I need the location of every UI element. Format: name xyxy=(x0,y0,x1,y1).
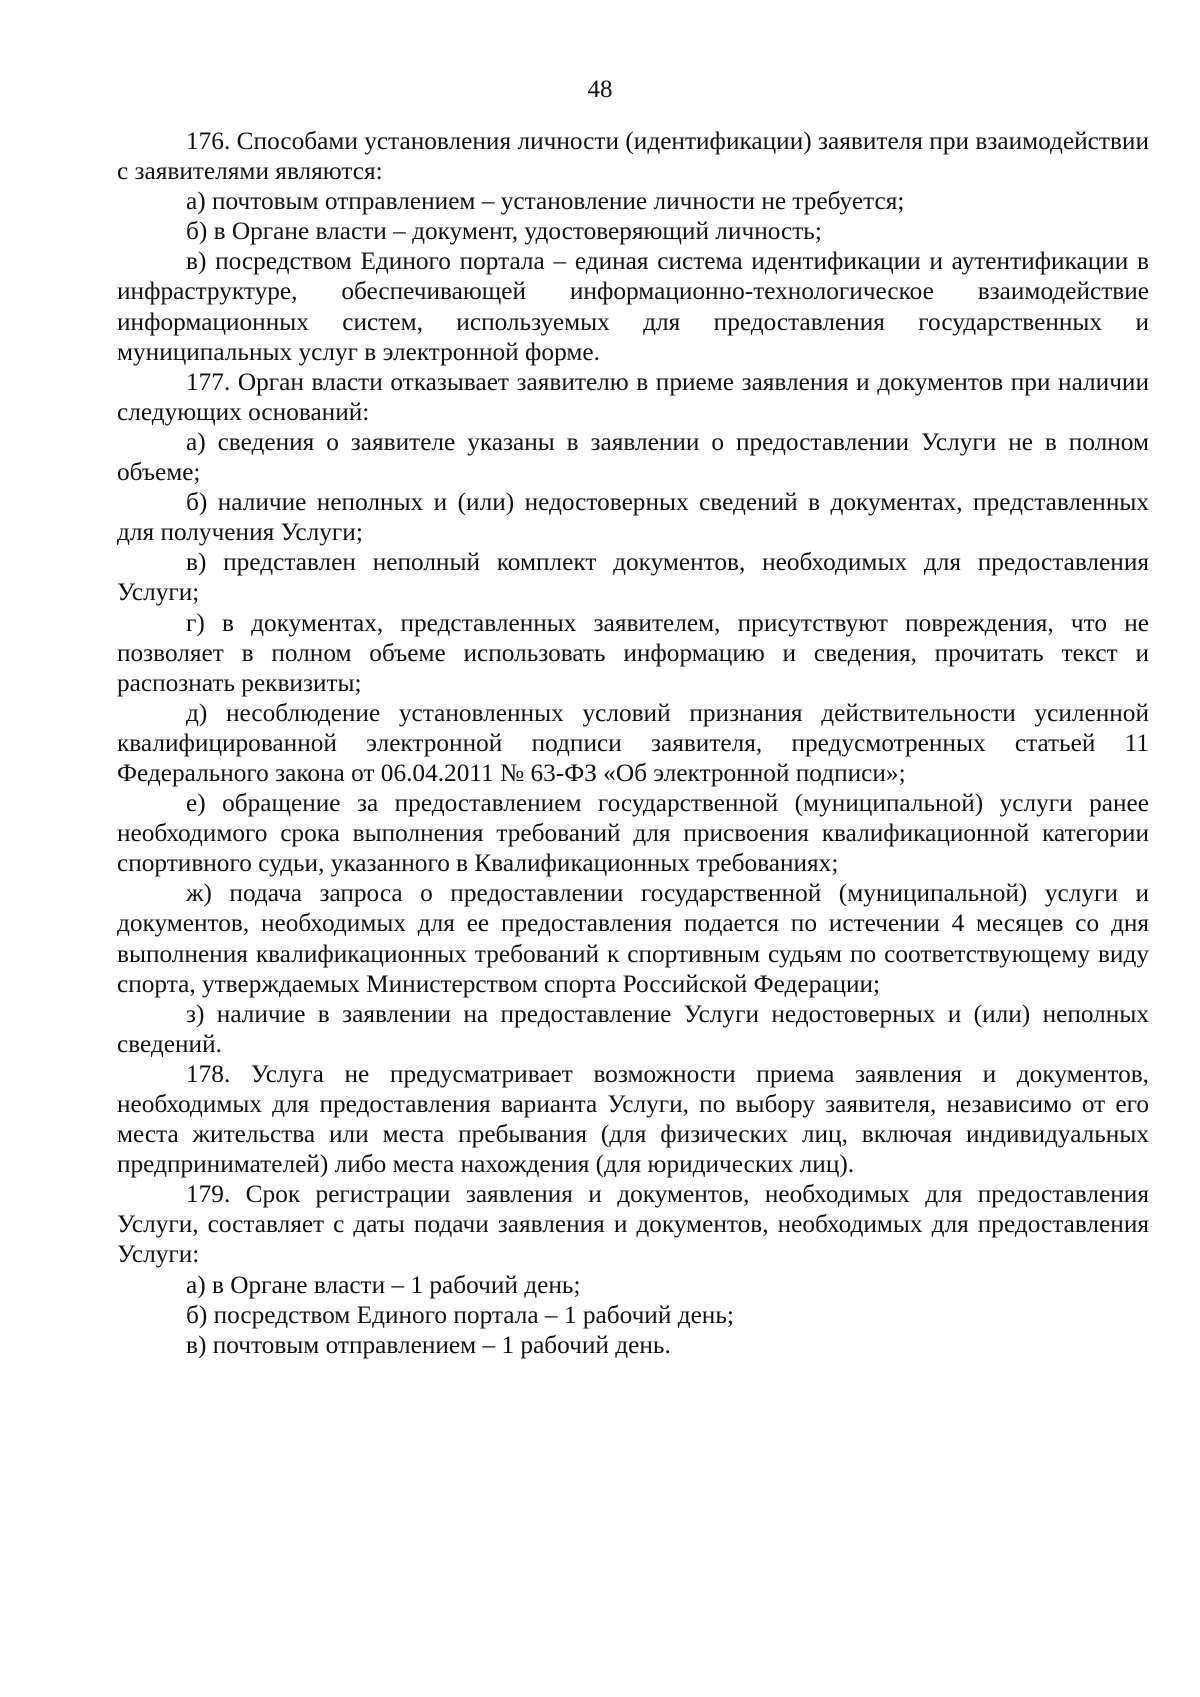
paragraph-177-z: з) наличие в заявлении на предоставление Услуги недостоверных и (или) неполных сведений. xyxy=(117,999,1149,1058)
paragraph-177-g: г) в документах, представленных заявителем, присутствуют повреждения, что не позволяет в полном объеме использовать информацию и сведения, прочитать текст и распознать реквизиты; xyxy=(117,608,1149,697)
paragraph-179-b: б) посредством Единого портала – 1 рабочий день; xyxy=(186,1300,734,1329)
paragraph-177-e: е) обращение за предоставлением государственной (муниципальной) услуги ранее необходимого срока выполнения требований для присвоения квалификационной категории спортивного судьи, указанного в Квалификационных требованиях; xyxy=(117,789,1149,878)
paragraph-176-a: а) почтовым отправлением – установление личности не требуется; xyxy=(186,187,905,216)
paragraph-177-v: в) представлен неполный комплект документов, необходимых для предоставления Услуги; xyxy=(117,548,1149,607)
paragraph-179-a: а) в Органе власти – 1 рабочий день; xyxy=(186,1270,581,1299)
paragraph-178: 178. Услуга не предусматривает возможности приема заявления и документов, необходимых для предоставления варианта Услуги, по выбору заявителя, независимо от его места жительства или места пребывания (для физических лиц, включая индивидуальных предпринимателей) либо места нахождения (для юридических лиц). xyxy=(117,1059,1149,1179)
paragraph-177-b: б) наличие неполных и (или) недостоверных сведений в документах, представленных для получения Услуги; xyxy=(117,488,1149,547)
paragraph-176-b: б) в Органе власти – документ, удостоверяющий личность; xyxy=(186,217,822,246)
paragraph-176-v: в) посредством Единого портала – единая система идентификации и аутентификации в инфраструктуре, обеспечивающей информационно-технологическое взаимодействие информационных систем, используемых для предоставления государственных и муниципальных услуг в электронной форме. xyxy=(117,247,1149,366)
document-body xyxy=(117,126,1149,1360)
page-number: 48 xyxy=(587,76,613,103)
paragraph-177-zh: ж) подача запроса о предоставлении государственной (муниципальной) услуги и документов, необходимых для ее предоставления подается по истечении 4 месяцев со дня выполнения квалификационных требований к спортивным судьям по соответствующему виду спорта, утверждаемых Министерством спорта Российской Федерации; xyxy=(117,879,1149,998)
paragraph-177-a: а) сведения о заявителе указаны в заявлении о предоставлении Услуги не в полном объеме; xyxy=(117,427,1149,487)
paragraph-176-intro: 176. Способами установления личности (идентификации) заявителя при взаимодействии с заявителями являются: xyxy=(117,127,1149,186)
paragraph-177-intro: 177. Орган власти отказывает заявителю в приеме заявления и документов при наличии следующих оснований: xyxy=(117,367,1149,426)
paragraph-177-d: д) несоблюдение установленных условий признания действительности усиленной квалифицированной электронной подписи заявителя, предусмотренных статьей 11 Федерального закона от 06.04.2011 № 63-ФЗ «Об электронной подписи»; xyxy=(117,698,1149,787)
paragraph-179-intro: 179. Срок регистрации заявления и документов, необходимых для предоставления Услуги, составляет с даты подачи заявления и документов, необходимых для предоставления Услуги: xyxy=(117,1180,1149,1269)
paragraph-179-v: в) почтовым отправлением – 1 рабочий день. xyxy=(186,1330,671,1359)
